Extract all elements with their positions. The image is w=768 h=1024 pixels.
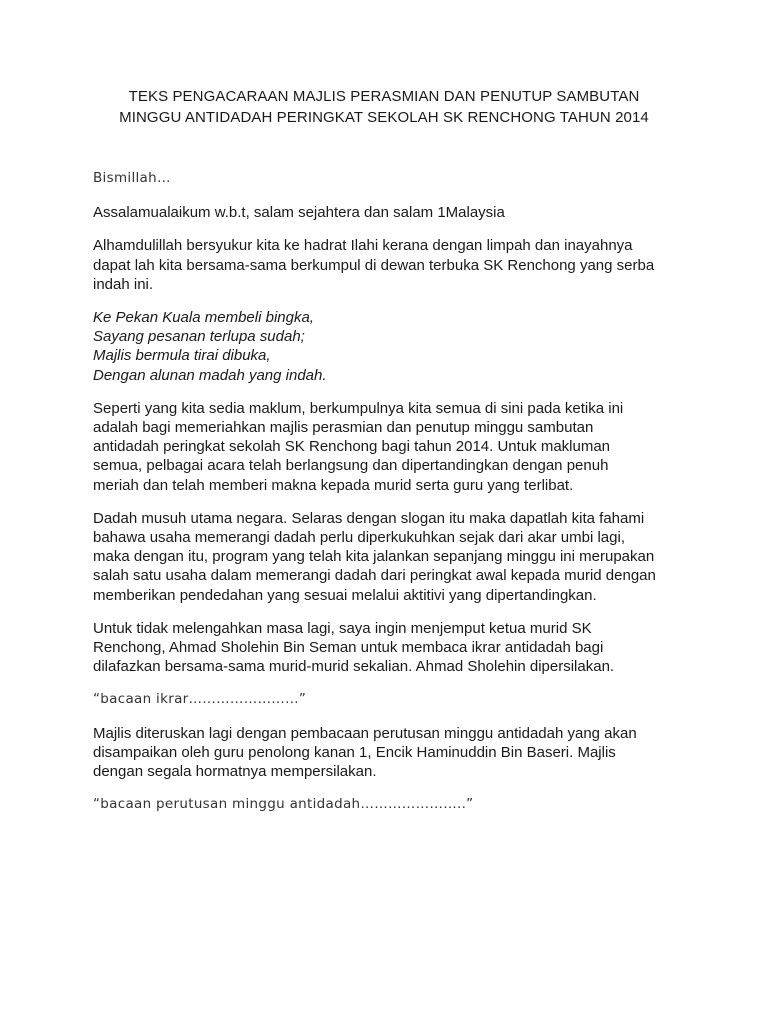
- text-line: semua, pelbagai acara telah berlangsung dan dipertandingkan dengan penuh: [93, 457, 609, 475]
- text-line: disampaikan oleh guru penolong kanan 1, Encik Haminuddin Bin Baseri. Majlis: [93, 743, 616, 761]
- pantun-line: Sayang pesanan terlupa sudah;: [93, 328, 305, 346]
- text-line: Seperti yang kita sedia maklum, berkumpulnya kita semua di sini pada ketika ini: [93, 399, 624, 417]
- paragraph-untuk: [93, 619, 693, 677]
- text-line: memberikan pendedahan yang sesuai melalui aktitivi yang dipertandingkan.: [93, 586, 597, 604]
- text-line: dengan segala hormatnya mempersilakan.: [93, 763, 377, 781]
- text-line: Alhamdulillah bersyukur kita ke hadrat Ilahi kerana dengan limpah dan inayahnya: [93, 237, 633, 255]
- paragraph-dadah: [93, 509, 693, 605]
- text-line: bahawa usaha memerangi dadah perlu diperkukuhkan sejak dari akar umbi lagi,: [93, 529, 625, 547]
- text-line: Renchong, Ahmad Sholehin Bin Seman untuk membaca ikrar antidadah bagi: [93, 639, 604, 657]
- text-line: antidadah peringkat sekolah SK Renchong bagi tahun 2014. Untuk makluman: [93, 438, 611, 456]
- pantun-verse: [93, 308, 693, 385]
- document-body: [93, 169, 693, 828]
- text-line: Untuk tidak melengahkan masa lagi, saya ingin menjemput ketua murid SK: [93, 619, 592, 637]
- text-line: dapat lah kita bersama-sama berkumpul di dewan terbuka SK Renchong yang serba: [93, 256, 655, 274]
- text-line: meriah dan telah memberi makna kepada murid serta guru yang terlibat.: [93, 476, 574, 494]
- text-line: salah satu usaha dalam memerangi dadah dari peringkat awal kepada murid dengan: [93, 567, 656, 585]
- bismillah-line: Bismillah…: [93, 170, 171, 186]
- title-line-2: MINGGU ANTIDADAH PERINGKAT SEKOLAH SK RENCHONG TAHUN 2014: [119, 109, 649, 126]
- bacaan-ikrar-line: “bacaan ikrar……………………”: [93, 691, 307, 708]
- document-title: [60, 86, 708, 128]
- text-line: Dadah musuh utama negara. Selaras dengan slogan itu maka dapatlah kita fahami: [93, 509, 645, 527]
- text-line: dilafazkan bersama-sama murid-murid sekalian. Ahmad Sholehin dipersilakan.: [93, 658, 615, 676]
- bacaan-perutusan-line: “bacaan perutusan minggu antidadah…………………..”: [93, 796, 474, 813]
- pantun-line: Ke Pekan Kuala membeli bingka,: [93, 309, 314, 327]
- pantun-line: Dengan alunan madah yang indah.: [93, 366, 327, 384]
- text-line: adalah bagi memeriahkan majlis perasmian dan penutup minggu sambutan: [93, 419, 594, 437]
- paragraph-alhamdulillah: [93, 236, 693, 294]
- paragraph-seperti: [93, 399, 693, 495]
- text-line: maka dengan itu, program yang telah kita jalankan sepanjang minggu ini merupakan: [93, 548, 655, 566]
- paragraph-majlis: [93, 724, 693, 782]
- title-line-1: TEKS PENGACARAAN MAJLIS PERASMIAN DAN PENUTUP SAMBUTAN: [128, 88, 640, 105]
- text-line: Majlis diteruskan lagi dengan pembacaan perutusan minggu antidadah yang akan: [93, 724, 637, 742]
- salam-line: Assalamualaikum w.b.t, salam sejahtera dan salam 1Malaysia: [93, 204, 505, 222]
- pantun-line: Majlis bermula tirai dibuka,: [93, 347, 271, 365]
- text-line: indah ini.: [93, 275, 154, 293]
